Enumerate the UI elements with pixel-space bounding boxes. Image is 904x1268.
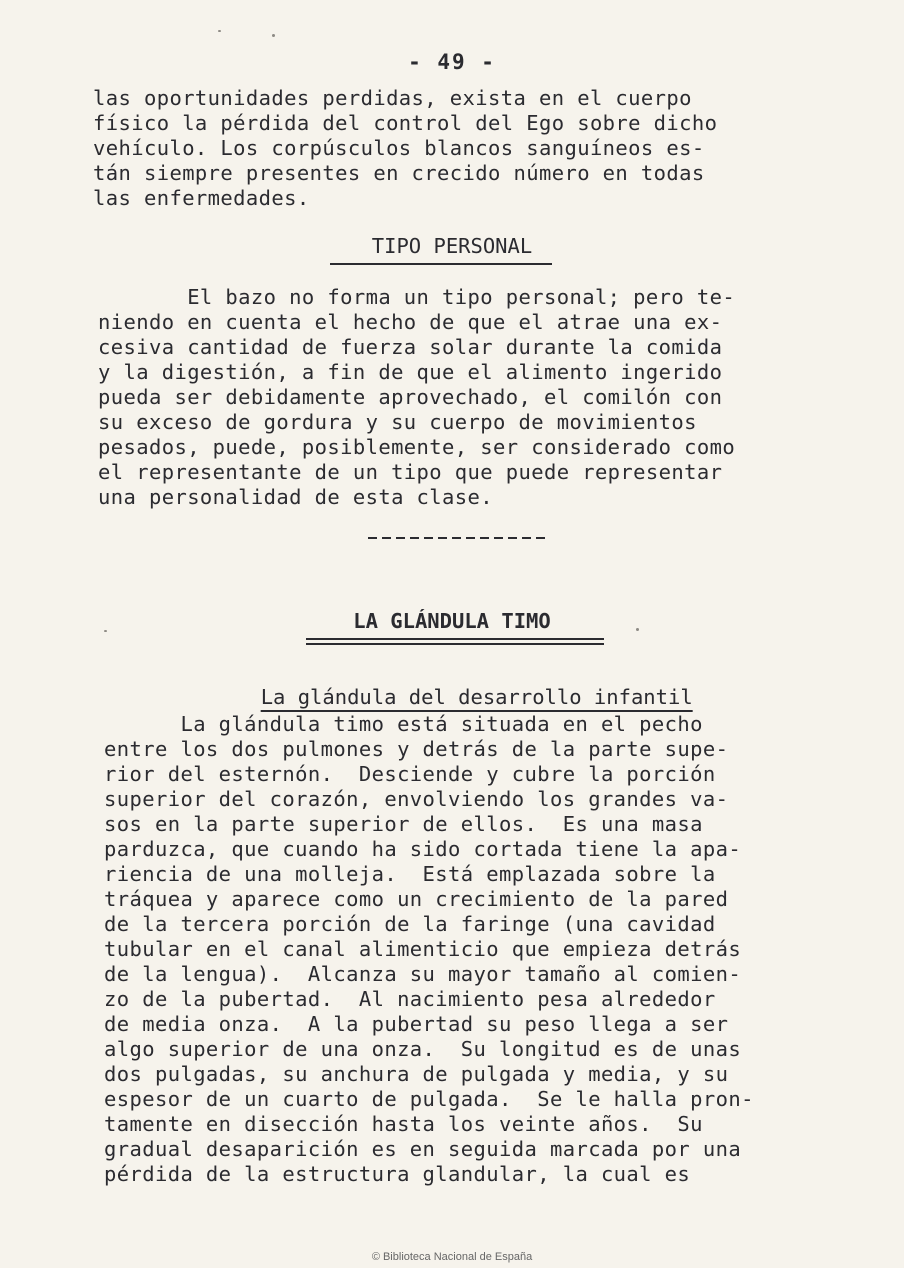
text-line: y la digestión, a fin de que el alimento ingerido (98, 360, 723, 384)
text-line: algo superior de una onza. Su longitud es de unas (104, 1037, 742, 1061)
text-line: El bazo no forma un tipo personal; pero te- (98, 285, 736, 309)
text-line: una personalidad de esta clase. (98, 485, 494, 509)
text-line: parduzca, que cuando ha sido cortada tiene la apa- (104, 837, 742, 861)
copyright-footer: © Biblioteca Nacional de España (371, 1251, 533, 1263)
text-line: tán siempre presentes en crecido número en todas (93, 161, 705, 185)
text-line: de media onza. A la pubertad su peso llega a ser (104, 1012, 729, 1036)
text-line: físico la pérdida del control del Ego sobre dicho (93, 111, 718, 135)
text-line: niendo en cuenta el hecho de que el atrae una ex- (98, 310, 723, 334)
text-line: las oportunidades perdidas, exista en el cuerpo (93, 86, 692, 110)
page-number: - 49 - (408, 50, 496, 74)
text-line: su exceso de gordura y su cuerpo de movimientos (98, 410, 697, 434)
text-line: las enfermedades. (93, 186, 310, 210)
text-line: rior del esternón. Desciende y cubre la porción (104, 762, 716, 786)
section-heading-glandula-timo: LA GLÁNDULA TIMO (353, 609, 551, 633)
text-line: vehículo. Los corpúsculos blancos sanguíneos es- (93, 136, 705, 160)
section-separator (368, 537, 548, 539)
heading-double-underline-bottom (306, 643, 604, 645)
text-line: pérdida de la estructura glandular, la cual es (104, 1162, 691, 1186)
paper-speck (218, 30, 221, 32)
text-line: superior del corazón, envolviendo los grandes va- (104, 787, 729, 811)
text-line: gradual desaparición es en seguida marcada por una (104, 1137, 742, 1161)
text-line: riencia de una molleja. Está emplazada sobre la (104, 862, 716, 886)
text-line: tubular en el canal alimenticio que empieza detrás (104, 937, 742, 961)
text-line: zo de la pubertad. Al nacimiento pesa alrededor (104, 987, 716, 1011)
heading-underline (330, 263, 552, 265)
subheading-text: La glándula del desarrollo infantil (260, 685, 693, 709)
section-heading-tipo-personal: TIPO PERSONAL (371, 234, 533, 258)
paper-speck (272, 34, 275, 37)
text-line: La glándula timo está situada en el pecho (104, 712, 703, 736)
text-line: entre los dos pulmones y detrás de la parte supe- (104, 737, 729, 761)
text-line: espesor de un cuarto de pulgada. Se le halla pron- (104, 1087, 754, 1111)
text-line: de la tercera porción de la faringe (una cavidad (104, 912, 716, 936)
text-line: cesiva cantidad de fuerza solar durante la comida (98, 335, 723, 359)
heading-double-underline-top (306, 638, 604, 640)
text-line: el representante de un tipo que puede representar (98, 460, 723, 484)
text-line: sos en la parte superior de ellos. Es una masa (104, 812, 703, 836)
text-line: tráquea y aparece como un crecimiento de la pared (104, 887, 729, 911)
text-line: de la lengua). Alcanza su mayor tamaño al comien- (104, 962, 742, 986)
text-line: pueda ser debidamente aprovechado, el comilón con (98, 385, 723, 409)
text-line: dos pulgadas, su anchura de pulgada y media, y su (104, 1062, 729, 1086)
text-line: tamente en disección hasta los veinte años. Su (104, 1112, 703, 1136)
text-line: pesados, puede, posiblemente, ser considerado como (98, 435, 736, 459)
